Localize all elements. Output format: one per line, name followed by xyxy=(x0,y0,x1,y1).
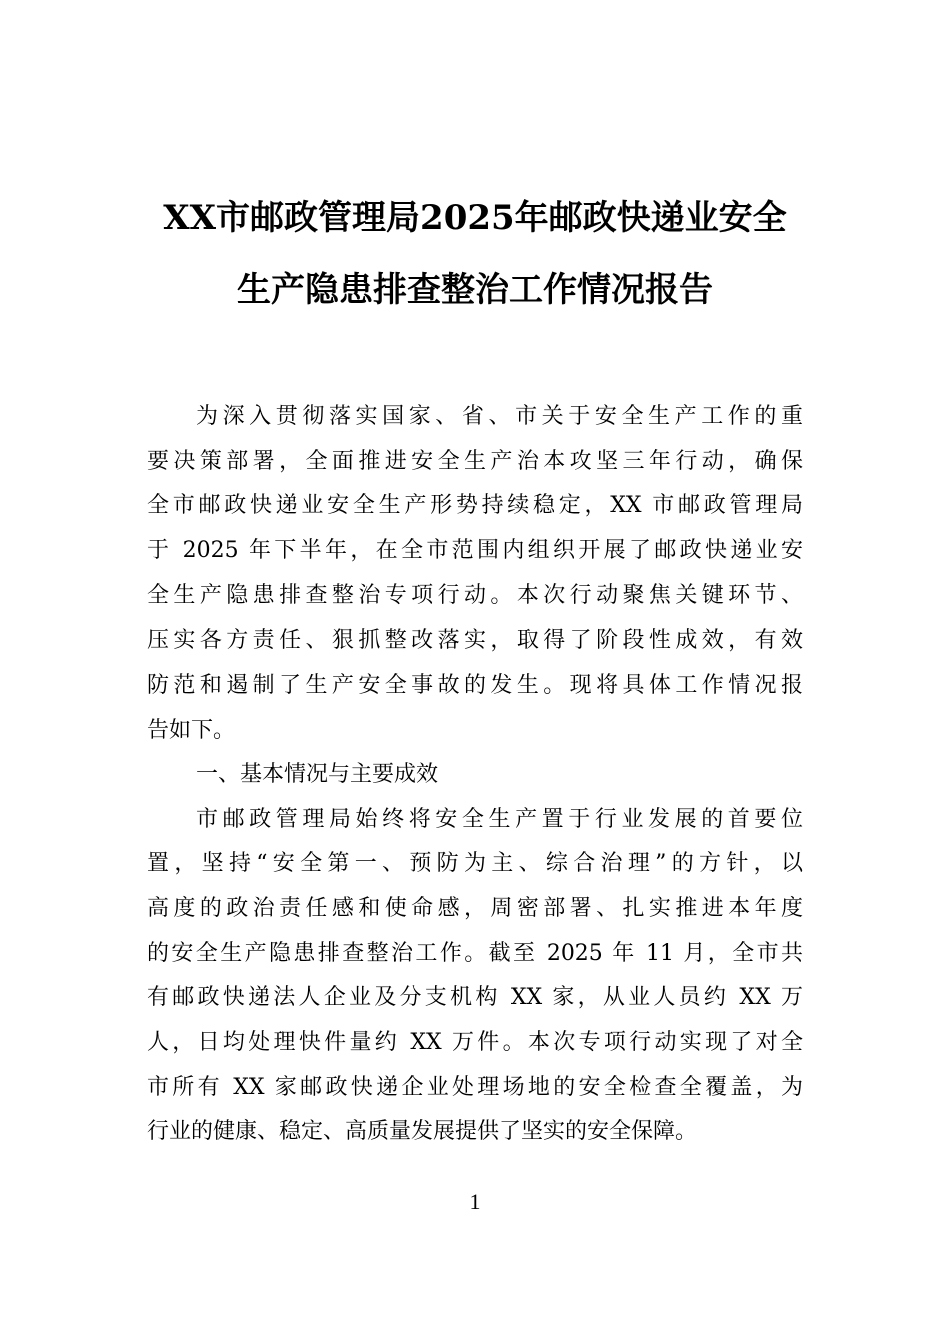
section-heading: 一、基本情况与主要成效 xyxy=(196,762,439,787)
paragraph-line: 压实各方责任、狠抓整改落实，取得了阶段性成效，有效 xyxy=(147,628,803,653)
paragraph-line: 为深入贯彻落实国家、省、市关于安全生产工作的重 xyxy=(196,404,803,429)
paragraph-line: 人，日均处理快件量约 XX 万件。本次专项行动实现了对全 xyxy=(147,1030,803,1055)
paragraph-line: 置，坚持“安全第一、预防为主、综合治理”的方针，以 xyxy=(147,851,803,876)
paragraph-line: 市所有 XX 家邮政快递企业处理场地的安全检查全覆盖，为 xyxy=(147,1075,803,1100)
paragraph-line: 高度的政治责任感和使命感，周密部署、扎实推进本年度 xyxy=(147,896,803,921)
paragraph-line: 有邮政快递法人企业及分支机构 XX 家，从业人员约 XX 万 xyxy=(147,985,803,1010)
paragraph-line: 告如下。 xyxy=(147,718,236,743)
paragraph-line: 全市邮政快递业安全生产形势持续稳定，XX 市邮政管理局 xyxy=(147,493,803,518)
paragraph-line: 防范和遏制了生产安全事故的发生。现将具体工作情况报 xyxy=(147,673,803,698)
page-number: 1 xyxy=(469,1189,481,1214)
title-line-2: 生产隐患排查整治工作情况报告 xyxy=(237,270,713,310)
paragraph-line: 行业的健康、稳定、高质量发展提供了坚实的安全保障。 xyxy=(147,1119,698,1144)
paragraph-line: 的安全生产隐患排查整治工作。截至 2025 年 11 月，全市共 xyxy=(147,941,803,966)
paragraph-line: 全生产隐患排查整治专项行动。本次行动聚焦关键环节、 xyxy=(147,583,803,608)
paragraph-line: 于 2025 年下半年，在全市范围内组织开展了邮政快递业安 xyxy=(147,538,803,563)
paragraph-line: 市邮政管理局始终将安全生产置于行业发展的首要位 xyxy=(196,807,803,832)
paragraph-line: 要决策部署，全面推进安全生产治本攻坚三年行动，确保 xyxy=(147,449,803,474)
title-line-1: XX市邮政管理局2025年邮政快递业安全 xyxy=(163,198,787,238)
